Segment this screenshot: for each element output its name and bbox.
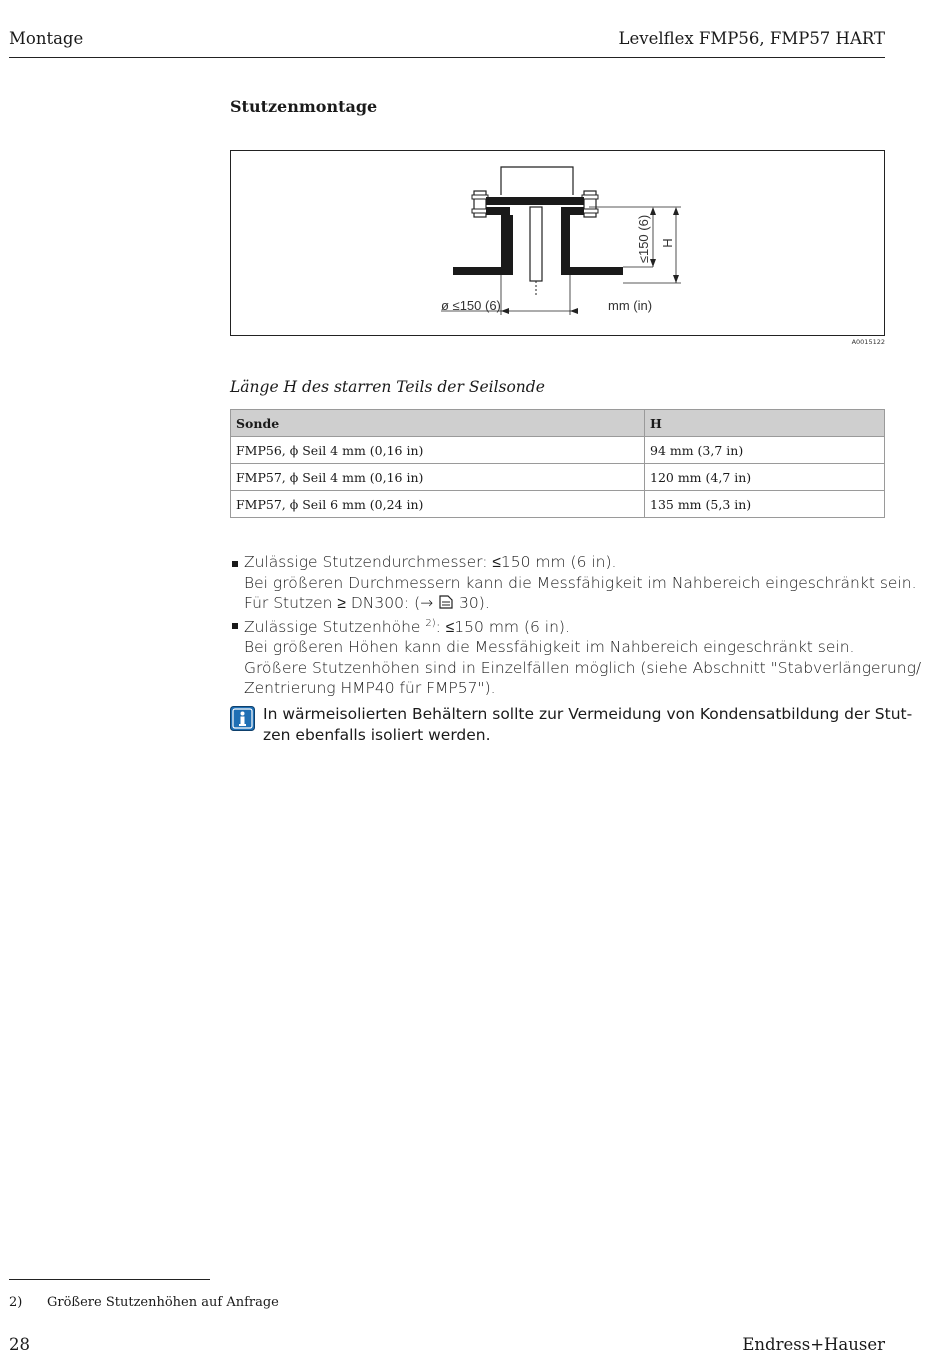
page-number: 28 (9, 1335, 30, 1354)
page-reference-icon (438, 595, 454, 609)
units-label: mm (in) (608, 298, 653, 313)
bullet-text: ). (478, 594, 490, 612)
bullet-line (244, 614, 890, 638)
table-caption: Länge H des starren Teils der Seilsonde (230, 378, 545, 396)
column-header-h: H (645, 410, 885, 437)
table-header-row (231, 410, 885, 437)
footnote-number: 2) (9, 1295, 23, 1310)
header-divider (9, 57, 885, 58)
figure-code: A0015122 (851, 338, 885, 346)
info-icon (230, 706, 255, 731)
header-product-title: Levelflex FMP56, FMP57 HART (618, 29, 885, 48)
bullet-line: Bei größeren Durchmessern kann die Messfähigkeit im Nahbereich eingeschränkt sein. (244, 573, 917, 592)
nozzle-mounting-figure (230, 150, 885, 336)
list-item (230, 552, 917, 614)
table-row (231, 491, 885, 518)
footnote-text: Größere Stutzenhöhen auf Anfrage (47, 1295, 279, 1310)
bullet-marker (232, 561, 238, 567)
bullet-line (244, 593, 890, 614)
requirements-list (230, 552, 922, 699)
section-title: Stutzenmontage (230, 97, 378, 116)
diameter-dimension-label: ø ≤150 (6) (441, 298, 501, 313)
bullet-line: Zulässige Stutzendurchmesser: ≤150 mm (6 in). (244, 553, 617, 571)
bullet-line: Zentrierung HMP40 für FMP57"). (244, 679, 496, 697)
bullet-line: Größere Stutzenhöhen sind in Einzelfällen möglich (siehe Abschnitt "Stabverlängerung/ (244, 658, 922, 677)
header-section-title: Montage (9, 29, 84, 48)
h-dimension-label: H (660, 238, 675, 248)
nozzle-drawing (231, 151, 884, 335)
note-line: In wärmeisolierten Behältern sollte zur Vermeidung von Kondensatbildung der Stut- (263, 705, 913, 723)
bullet-line: Bei größeren Höhen kann die Messfähigkeit im Nahbereich eingeschränkt sein. (244, 638, 855, 656)
table-cell-h: 94 mm (3,7 in) (645, 437, 885, 464)
page-reference-link[interactable]: 30 (459, 594, 479, 612)
footnote-reference[interactable]: 2) (425, 617, 436, 629)
bullet-text: Für Stutzen ≥ DN300: (→ (244, 594, 439, 612)
list-item (230, 614, 922, 699)
table-cell-sonde: FMP57, ϕ Seil 4 mm (0,16 in) (231, 464, 645, 491)
note-line: zen ebenfalls isoliert werden. (263, 725, 491, 744)
brand-name: Endress+Hauser (742, 1335, 885, 1354)
height-dimension-label: ≤150 (6) (636, 214, 651, 264)
table-row (231, 464, 885, 491)
table-row (231, 437, 885, 464)
probe-length-table (230, 409, 885, 518)
footnote-divider (9, 1279, 210, 1280)
bullet-text: Zulässige Stutzenhöhe (244, 617, 426, 636)
column-header-sonde: Sonde (231, 410, 645, 437)
table-cell-h: 120 mm (4,7 in) (645, 464, 885, 491)
bullet-text: : ≤150 mm (6 in). (435, 617, 570, 636)
table-cell-h: 135 mm (5,3 in) (645, 491, 885, 518)
table-cell-sonde: FMP56, ϕ Seil 4 mm (0,16 in) (231, 437, 645, 464)
bullet-marker (232, 623, 238, 629)
table-cell-sonde: FMP57, ϕ Seil 6 mm (0,24 in) (231, 491, 645, 518)
